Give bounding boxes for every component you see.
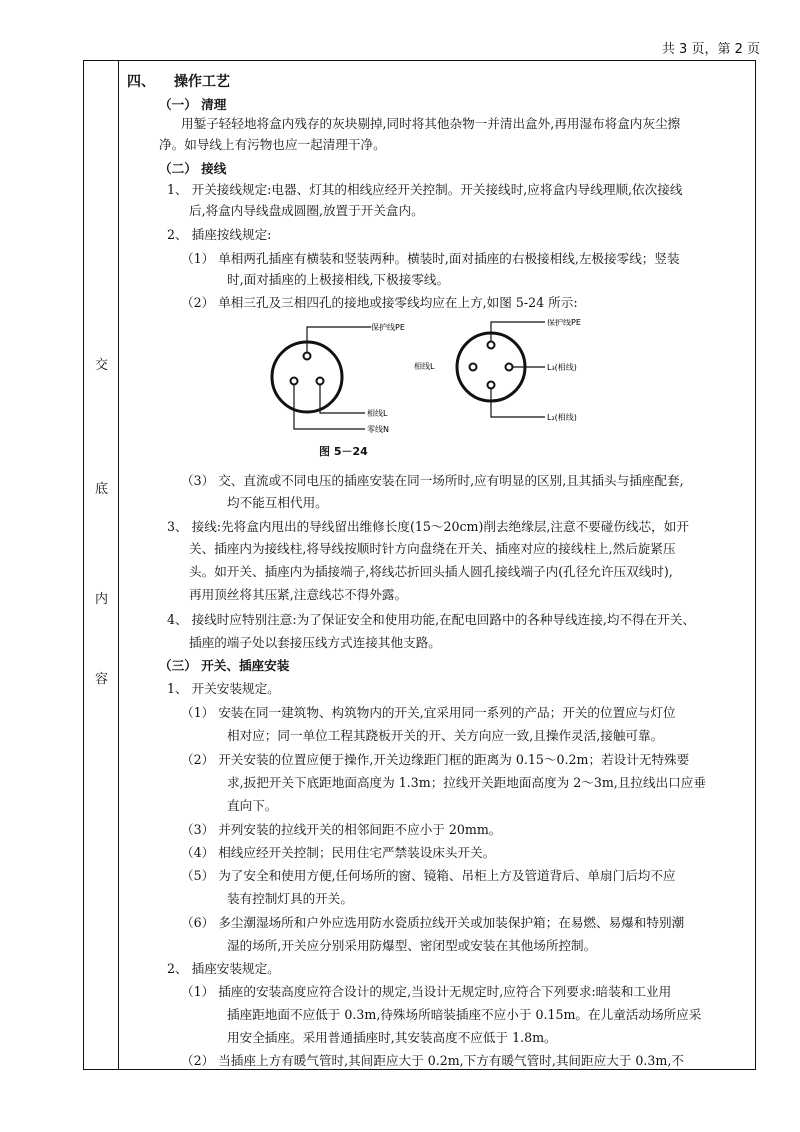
list-item: 相对应；同一单位工程其跷板开关的开、关方向应一致,且操作灵活,接触可靠。 (227, 728, 664, 743)
list-item: 4、 接线时应特别注意:为了保证安全和使用功能,在配电回路中的各种导线连接,均不得在开关、 (167, 612, 696, 627)
label-n-left: 零线N (367, 425, 389, 434)
list-item: （2） 单相三孔及三相四孔的接地或接零线均应在上方,如图 5-24 所示: (181, 295, 578, 310)
list-item: （2） 开关安装的位置应便于操作,开关边缘距门框的距离为 0.15～0.2m；若设计无特殊要 (181, 752, 690, 767)
list-item: 装有控制灯具的开关。 (227, 891, 353, 906)
list-item: （2） 当插座上方有暖气管时,其间距应大于 0.2m,下方有暖气管时,其间距应大于 0.3m,不 (181, 1053, 684, 1068)
list-item: 用安全插座。采用普通插座时,其安装高度不应低于 1.8m。 (227, 1030, 557, 1045)
list-item: （6） 多尘潮湿场所和户外应选用防水瓷质拉线开关或加装保护箱；在易燃、易爆和特别潮 (181, 915, 685, 930)
paragraph-line: 净。如导线上有污物也应一起清理干净。 (159, 137, 386, 152)
label-l2: L₂(相线) (547, 413, 577, 422)
list-item: 1、 开关安装规定。 (167, 681, 280, 696)
left-label-char: 内 (94, 592, 108, 607)
left-label-char: 底 (94, 482, 108, 497)
document-frame (83, 60, 756, 1070)
list-item: （1） 插座的安装高度应符合设计的规定,当设计无规定时,应符合下列要求:暗装和工业用 (181, 984, 672, 999)
label-l-left: 相线L (367, 409, 388, 418)
section-title: 操作工艺 (174, 74, 230, 90)
list-item: （5） 为了安全和使用方便,任何场所的窗、镜箱、吊柜上方及管道背后、单扇门后均不应 (181, 868, 676, 883)
subsection-title: （一） 清理 (159, 97, 227, 112)
list-item: （1） 安装在同一建筑物、构筑物内的开关,宜采用同一系列的产品；开关的位置应与灯位 (181, 705, 676, 720)
left-label-char: 容 (94, 672, 108, 687)
label-l-right: 相线L (414, 362, 435, 371)
list-item: 插座距地面不应低于 0.3m,待殊场所暗装插座不应小于 0.15m。在儿童活动场所应采 (227, 1007, 702, 1022)
list-item: （3） 交、直流或不同电压的插座安装在同一场所时,应有明显的区别,且其插头与插座配套, (181, 473, 684, 488)
content-area (119, 61, 755, 1069)
list-item: （3） 并列安装的拉线开关的相邻间距不应小于 20mm。 (181, 822, 502, 837)
list-item: （4） 相线应经开关控制；民用住宅严禁装设床头开关。 (181, 845, 496, 860)
list-item: 插座的端子处以套接压线方式连接其他支路。 (189, 635, 441, 650)
label-pe-right: 保护线PE (547, 319, 581, 327)
page-number: 共 3 页，第 2 页 (661, 42, 760, 57)
list-item: 时,面对插座的上极接相线,下极接零线。 (227, 272, 450, 287)
section-number: 四、 (127, 74, 155, 90)
figure-caption: 图 5－24 (319, 445, 368, 458)
socket-diagram (269, 319, 609, 439)
list-item: 后,将盒内导线盘成圆圈,放置于开关盒内。 (189, 203, 424, 218)
label-pe-left: 保护线PE (371, 323, 405, 332)
list-item: 2、 插座安装规定。 (167, 961, 280, 976)
list-item: 3、 接线:先将盒内甩出的导线留出维修长度(15～20cm)削去绝缘层,注意不要碰伤线芯，如开 (167, 519, 689, 534)
list-item: 求,扳把开关下底距地面高度为 1.3m；拉线开关距地面高度为 2～3m,且拉线出口应垂 (227, 775, 706, 790)
list-item: 湿的场所,开关应分别采用防爆型、密闭型或安装在其他场所控制。 (227, 938, 597, 953)
list-item: 2、 插座按线规定: (167, 227, 272, 242)
list-item: 均不能互相代用。 (227, 495, 328, 510)
list-item: （1） 单相两孔插座有横装和竖装两种。横装时,面对插座的右极接相线,左极接零线；竖装 (181, 251, 680, 266)
paragraph-line: 用錾子轻轻地将盒内残存的灰块剔掉,同时将其他杂物一并清出盒外,再用湿布将盒内灰尘擦 (181, 116, 681, 131)
left-label-column (84, 61, 119, 1069)
label-l3: L₃(相线) (547, 363, 577, 372)
list-item: 直向下。 (227, 798, 278, 813)
left-label-char: 交 (94, 358, 108, 373)
subsection-title: （三） 开关、插座安装 (159, 658, 290, 673)
list-item: 头。如开关、插座内为插接端子,将线芯折回头插人圆孔接线端子内(孔径允许压双线时), (189, 564, 673, 579)
list-item: 关、插座内为接线柱,将导线按顺时针方向盘绕在开关、插座对应的接线柱上,然后旋紧压 (189, 541, 676, 556)
list-item: 再用顶丝将其压紧,注意线芯不得外露。 (189, 587, 408, 602)
subsection-title: （二） 接线 (159, 161, 227, 176)
list-item: 1、 开关接线规定:电器、灯其的相线应经开关控制。开关接线时,应将盒内导线理顺,依次接线 (167, 182, 683, 197)
